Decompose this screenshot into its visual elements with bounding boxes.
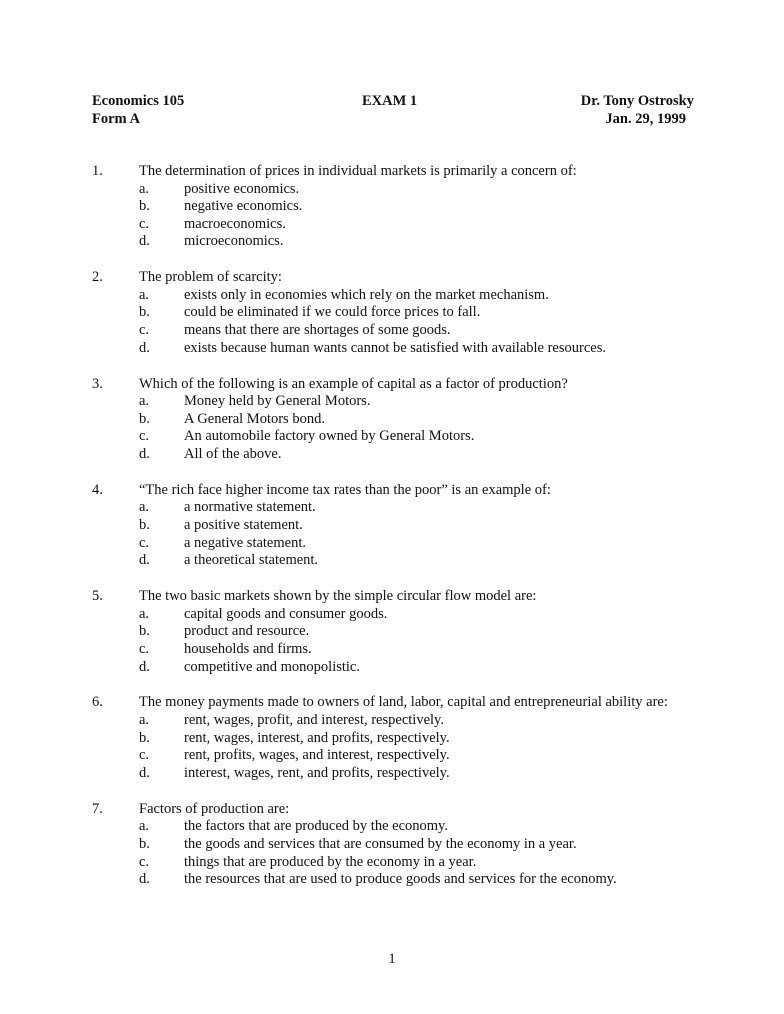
option-text: positive economics. — [184, 180, 300, 197]
question-stem — [92, 163, 712, 181]
option-letter: d. — [139, 233, 150, 250]
option-letter: a. — [139, 818, 150, 835]
exam-form: Form A — [92, 111, 140, 127]
question-stem — [92, 376, 712, 394]
option-letter: d. — [139, 445, 150, 462]
exam-header — [92, 92, 694, 128]
option-letter: d. — [139, 871, 150, 888]
answer-option — [92, 712, 712, 730]
answer-option — [92, 216, 712, 234]
question-7 — [92, 801, 712, 889]
answer-option — [92, 322, 712, 340]
question-1 — [92, 163, 712, 251]
option-text: rent, profits, wages, and interest, respectively. — [184, 747, 450, 764]
answer-option — [92, 517, 712, 535]
option-letter: d. — [139, 552, 150, 569]
option-text: negative economics. — [184, 198, 303, 215]
option-text: macroeconomics. — [184, 215, 286, 232]
question-5 — [92, 588, 712, 676]
answer-option — [92, 623, 712, 641]
option-text: exists only in economies which rely on the market mechanism. — [184, 286, 549, 303]
answer-option — [92, 287, 712, 305]
option-letter: b. — [139, 198, 150, 215]
option-letter: b. — [139, 835, 150, 852]
question-stem — [92, 801, 712, 819]
answer-option — [92, 606, 712, 624]
question-number: 3. — [92, 375, 103, 392]
answer-option — [92, 428, 712, 446]
option-text: a positive statement. — [184, 517, 303, 534]
header-row-2 — [92, 110, 694, 128]
answer-option — [92, 871, 712, 889]
option-text: An automobile factory owned by General Motors. — [184, 428, 475, 445]
question-number: 6. — [92, 694, 103, 711]
option-letter: a. — [139, 286, 150, 303]
answer-option — [92, 499, 712, 517]
option-text: capital goods and consumer goods. — [184, 605, 388, 622]
option-letter: c. — [139, 747, 150, 764]
question-number: 7. — [92, 800, 103, 817]
answer-option — [92, 340, 712, 358]
option-text: could be eliminated if we could force prices to fall. — [184, 304, 481, 321]
question-2 — [92, 269, 712, 357]
option-letter: c. — [139, 534, 150, 551]
option-text: microeconomics. — [184, 233, 284, 250]
answer-option — [92, 641, 712, 659]
question-4 — [92, 482, 712, 570]
answer-option — [92, 854, 712, 872]
answer-option — [92, 393, 712, 411]
instructor-name: Dr. Tony Ostrosky — [580, 93, 694, 109]
question-stem — [92, 269, 712, 287]
answer-option — [92, 411, 712, 429]
option-letter: d. — [139, 764, 150, 781]
option-text: households and firms. — [184, 640, 312, 657]
option-text: Money held by General Motors. — [184, 393, 371, 410]
question-stem — [92, 588, 712, 606]
option-letter: b. — [139, 410, 150, 427]
option-letter: c. — [139, 853, 150, 870]
option-text: a negative statement. — [184, 534, 306, 551]
question-text: “The rich face higher income tax rates than the poor” is an example of: — [139, 481, 551, 498]
option-letter: d. — [139, 658, 150, 675]
option-text: All of the above. — [184, 445, 282, 462]
answer-option — [92, 304, 712, 322]
option-letter: c. — [139, 322, 150, 339]
option-letter: c. — [139, 428, 150, 445]
option-letter: b. — [139, 517, 150, 534]
question-6 — [92, 694, 712, 782]
answer-option — [92, 818, 712, 836]
question-number: 1. — [92, 163, 103, 179]
question-text: The money payments made to owners of land, labor, capital and entrepreneurial ability are: — [139, 694, 668, 711]
option-text: product and resource. — [184, 623, 310, 640]
question-stem — [92, 694, 712, 712]
answer-option — [92, 233, 712, 251]
answer-option — [92, 836, 712, 854]
option-letter: a. — [139, 180, 150, 197]
course-title: Economics 105 — [92, 93, 185, 109]
option-text: interest, wages, rent, and profits, respectively. — [184, 764, 450, 781]
answer-option — [92, 446, 712, 464]
question-stem — [92, 482, 712, 500]
exam-date: Jan. 29, 1999 — [605, 111, 686, 127]
question-list — [92, 163, 712, 907]
option-text: exists because human wants cannot be satisfied with available resources. — [184, 339, 606, 356]
question-text: Which of the following is an example of capital as a factor of production? — [139, 375, 568, 392]
option-letter: a. — [139, 393, 150, 410]
option-text: means that there are shortages of some goods. — [184, 322, 451, 339]
answer-option — [92, 765, 712, 783]
answer-option — [92, 181, 712, 199]
option-text: things that are produced by the economy in a year. — [184, 853, 477, 870]
answer-option — [92, 535, 712, 553]
option-text: the goods and services that are consumed by the economy in a year. — [184, 835, 577, 852]
page-number: 1 — [388, 951, 396, 967]
question-text: The determination of prices in individual markets is primarily a concern of: — [139, 163, 577, 179]
answer-option — [92, 659, 712, 677]
question-number: 4. — [92, 481, 103, 498]
question-3 — [92, 376, 712, 464]
option-letter: b. — [139, 623, 150, 640]
option-text: a normative statement. — [184, 499, 316, 516]
option-text: rent, wages, profit, and interest, respectively. — [184, 712, 444, 729]
option-letter: a. — [139, 605, 150, 622]
answer-option — [92, 552, 712, 570]
option-letter: d. — [139, 339, 150, 356]
option-letter: c. — [139, 215, 150, 232]
exam-title: EXAM 1 — [362, 93, 418, 109]
option-letter: c. — [139, 640, 150, 657]
question-text: The problem of scarcity: — [139, 269, 282, 286]
answer-option — [92, 747, 712, 765]
option-text: a theoretical statement. — [184, 552, 319, 569]
option-letter: a. — [139, 499, 150, 516]
question-text: The two basic markets shown by the simple circular flow model are: — [139, 588, 537, 605]
header-row-1 — [92, 92, 694, 110]
answer-option — [92, 198, 712, 216]
option-text: rent, wages, interest, and profits, respectively. — [184, 729, 450, 746]
option-text: A General Motors bond. — [184, 410, 325, 427]
option-text: competitive and monopolistic. — [184, 658, 360, 675]
question-text: Factors of production are: — [139, 800, 290, 817]
option-letter: b. — [139, 729, 150, 746]
option-letter: a. — [139, 712, 150, 729]
option-letter: b. — [139, 304, 150, 321]
option-text: the resources that are used to produce goods and services for the economy. — [184, 871, 617, 888]
answer-option — [92, 730, 712, 748]
option-text: the factors that are produced by the economy. — [184, 818, 448, 835]
question-number: 2. — [92, 269, 103, 286]
question-number: 5. — [92, 588, 103, 605]
